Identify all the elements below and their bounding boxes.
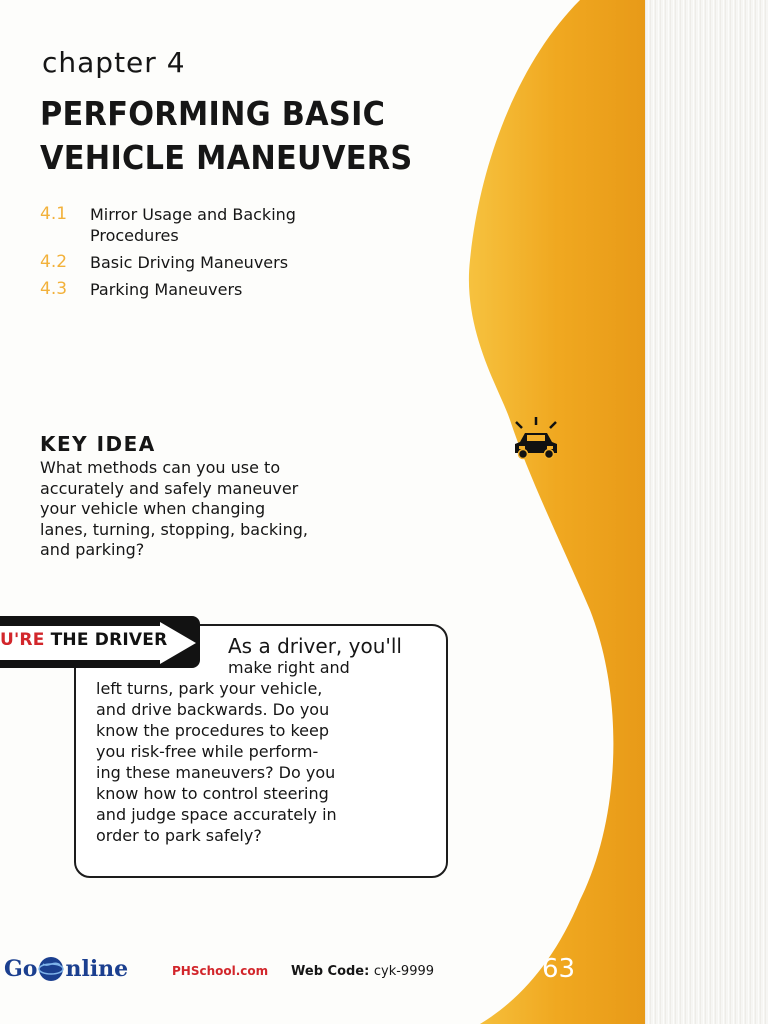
toc-item-4-2[interactable] [40,252,370,273]
key-idea-heading: KEY IDEA [40,432,156,456]
web-code: Web Code: cyk-9999 [291,964,435,979]
globe-icon [38,956,64,982]
toc-number: 4.3 [40,279,68,299]
page-number: 63 [542,954,576,984]
go-online-logo[interactable]: Go nline [4,956,129,982]
toc-item-4-3[interactable] [40,279,370,300]
chapter-title [40,92,426,180]
toc-number: 4.2 [40,252,68,272]
chapter-title-line-1: PERFORMING BASIC [40,94,386,133]
key-idea-question: What methods can you use to accurately and safely maneuver your vehicle when changing lanes, turning, stopping, backing, and parking? [40,458,308,559]
toc-title: Mirror Usage and Backing Procedures [90,205,296,245]
phschool-link[interactable]: PHSchool.com [172,964,269,978]
toc-title: Basic Driving Maneuvers [90,253,289,272]
table-of-contents [40,204,370,306]
chapter-label: chapter 4 [42,46,186,79]
toc-title: Parking Maneuvers [90,280,243,299]
youre-the-driver-text: As a driver, you'll make right and left turns, park your vehicle, and drive backwards. Do you know the procedures to keep you risk-free while perform- ing these maneuvers? Do you know how to control steering and judge space accurately in order to park safely? [96,634,402,845]
youre-the-driver-label: U'RE THE DRIVER [0,630,168,650]
toc-item-4-1[interactable] [40,204,370,246]
toc-number: 4.1 [40,204,68,224]
police-car-icon [510,416,562,462]
chapter-title-line-2: VEHICLE MANEUVERS [40,138,413,177]
